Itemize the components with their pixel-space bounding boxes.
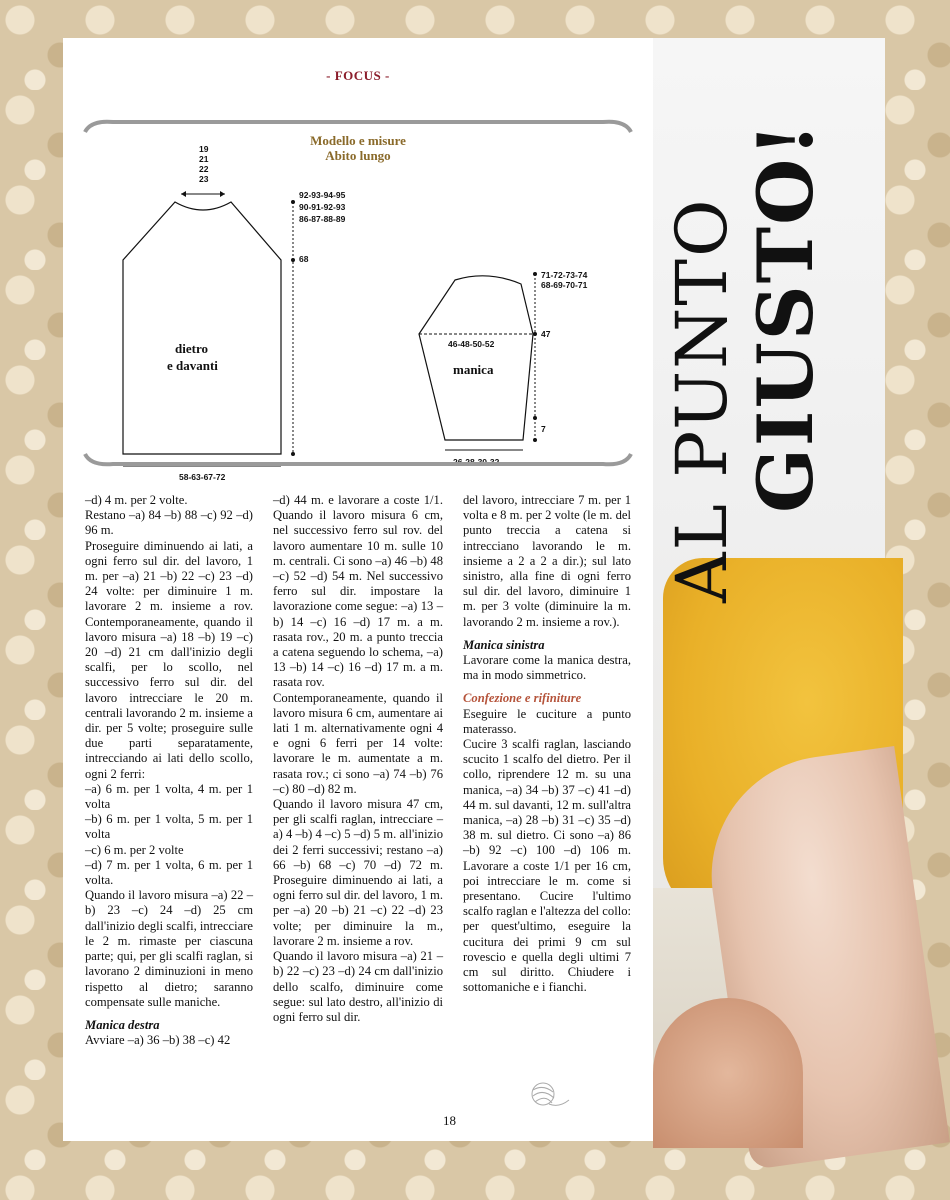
title-line-1: AL PUNTO [661, 197, 743, 603]
top-decorative-rule [83, 116, 633, 134]
col1-para-7: –d) 7 m. per 1 volta, 6 m. per 1 volta. [85, 857, 253, 888]
col1-para-8: Quando il lavoro misura –a) 22 –b) 23 –c) 24 –d) 25 cm dall'inizio degli scalfi, intrecciare le 2 m. rimaste per ciascuna parte; qui, per gli scalfi raglan, si lavorano 2 diminuzioni in meno rispetto al dietro; saranno compensate sulle maniche. [85, 888, 254, 1009]
diagram-heading-line2: Abito lungo [325, 148, 391, 163]
neck-size-1: 19 [199, 144, 209, 154]
text-column-3 [463, 493, 631, 996]
col3-para-4: Cucire 3 scalfi raglan, lasciando scucito 1 scalfo del dietro. Per il collo, riprendere 12 m. su una manica, –a) 34 –b) 37 –c) 41 –d) 44 m. sul davanti, 12 m. sull'altra manica, –a) 28 –b) 31 –c) 35 –d) 38 m. sul dietro. Ci sono –a) 86 –b) 92 –c) 100 –d) 106 m. Lavorare a coste 1/1 per 16 cm, poi intrecciare le m. come si presentano. Cucire l'ultimo scalfo raglan e l'altezza del collo: per quest'ultimo, eseguire la cucitura dei primi 9 cm sul rovescio e quella degli ultimi 7 cm sul diritto. Chiudere i sottomaniche e i fianchi. [463, 737, 631, 995]
col1-para-3: Proseguire diminuendo ai lati, a ogni ferro sul dir. del lavoro, 1 m. per –a) 21 –b) 22 –c) 23 –d) 24 volte: per diminuire 1 m. lavorare 2 m. insieme a rov. Contemporaneamente, quando il lavoro misura –a) 18 –b) 19 –c) 20 –d) 21 cm dall'inizio degli scalfi, per lo scollo, nel successivo ferro sul dir. del lavoro intrecciare le 20 m. centrali lavorando 2 m. insieme a dir. per 5 volte; proseguire sulle due parti separatamente, intrecciando ai lati dello scollo, ogni 2 ferri: [85, 538, 253, 781]
page-number: 18 [443, 1113, 456, 1128]
back-height-3: 86-87-88-89 [299, 214, 346, 224]
col1-para-1: –d) 4 m. per 2 volte. [85, 493, 188, 507]
back-front-outline [123, 202, 281, 454]
col3-para-1: del lavoro, intrecciare 7 m. per 1 volta e 8 m. per 2 volte (le m. del punto treccia a catena si intrecciano lavorando le m. insieme a 2 a 2 a dir.); sul lato sinistro, alla fine di ogni ferro sul dir. del lavoro, diminuire 1 m. per 3 volte (diminuire la m. lavorando 2 m. insieme a rov.). [463, 493, 631, 629]
title-line-2: GIUSTO! [741, 121, 830, 513]
subheading-manica-destra: Manica destra [85, 1017, 160, 1032]
foot [653, 998, 803, 1148]
col3-para-3: Eseguire le cuciture a punto materasso. [463, 706, 631, 736]
col2-para-3: Quando il lavoro misura 47 cm, per gli scalfi raglan, intrecciare –a) 4 –b) 4 –c) 5 –d) 5 m. all'inizio dei 2 ferri successivi; restano –a) 66 –b) 68 –c) 70 –d) 72 m. Proseguire diminuendo ai lati, a ogni ferro sul dir. del lavoro, 1 m. per –a) 20 –b) 21 –c) 22 –d) 23 volte; per diminuire la m., lavorare 2 m. insieme a rov. [273, 797, 443, 948]
back-height-2: 90-91-92-93 [299, 202, 346, 212]
sleeve-side-length: 47 [541, 329, 551, 339]
col1-para-9: Avviare –a) 36 –b) 38 –c) 42 [85, 1033, 231, 1048]
neck-size-4: 23 [199, 174, 209, 184]
sleeve-cuff-length: 7 [541, 424, 546, 434]
neck-size-2: 21 [199, 154, 209, 164]
col2-para-2: Contemporaneamente, quando il lavoro misura 6 cm, aumentare ai lati 1 m. alternativamente ogni 4 e ogni 6 ferri per 14 volte: lavorare le m. aumentate a m. rasata rov.; ci sono –a) 74 –b) 76 –c) 80 –d) 82 m. [273, 690, 443, 796]
sleeve-height-1: 71-72-73-74 [541, 270, 588, 280]
col2-para-1: –d) 44 m. e lavorare a coste 1/1. Quando il lavoro misura 6 cm, nel successivo ferro sul rov. del lavoro aumentare 10 m. sulle 10 m. centrali. Ci sono –a) 46 –b) 48 –c) 52 –d) 54 m. Nel successivo ferro sul dir. impostare la lavorazione come segue: –a) 13 –b) 14 –c) 16 –d) 17 m. a m. rasata rov., 20 m. a punto treccia a catena seguendo lo schema, –a) 13 –b) 14 –c) 16 –d) 17 m. a m. rasata rov. [273, 493, 443, 690]
subheading-manica-sinistra: Manica sinistra [463, 637, 545, 652]
pattern-diagram [103, 138, 623, 482]
feature-title [661, 121, 861, 613]
text-column-2 [273, 493, 443, 1025]
text-column-1 [85, 493, 253, 1048]
col3-para-2: Lavorare come la manica destra, ma in modo simmetrico. [463, 653, 631, 683]
yarn-ball-icon [525, 1078, 571, 1108]
sleeve-outline [419, 276, 533, 440]
diagram-heading-line1: Modello e misure [310, 133, 406, 148]
sleeve-bottom-width: 26-28-30-32 [453, 457, 500, 467]
subheading-confezione: Confezione e rifiniture [463, 691, 582, 706]
back-side-length: 68 [299, 254, 309, 264]
back-piece-label-2: e davanti [167, 358, 218, 373]
sleeve-piece-label: manica [453, 362, 494, 377]
col2-para-4: Quando il lavoro misura –a) 21 –b) 22 –c) 23 –d) 24 cm dall'inizio dello scalfo, diminuire come segue: sul lato destro, all'inizio di ogni ferro sul dir. [273, 949, 443, 1024]
back-height-1: 92-93-94-95 [299, 190, 346, 200]
col1-para-5: –b) 6 m. per 1 volta, 5 m. per 1 volta [85, 812, 253, 842]
back-width: 58-63-67-72 [179, 472, 226, 482]
bottom-decorative-rule [83, 452, 633, 470]
sleeve-top-width: 46-48-50-52 [448, 339, 495, 349]
sleeve-height-2: 68-69-70-71 [541, 280, 588, 290]
col1-para-4: –a) 6 m. per 1 volta, 4 m. per 1 volta [85, 781, 253, 812]
magazine-page [63, 38, 885, 1141]
section-header: - FOCUS - [326, 68, 390, 83]
col1-para-2: Restano –a) 84 –b) 88 –c) 92 –d) 96 m. [85, 508, 253, 538]
col1-para-6: –c) 6 m. per 2 volte [85, 842, 184, 857]
neck-size-3: 22 [199, 164, 209, 174]
back-piece-label-1: dietro [175, 341, 208, 356]
